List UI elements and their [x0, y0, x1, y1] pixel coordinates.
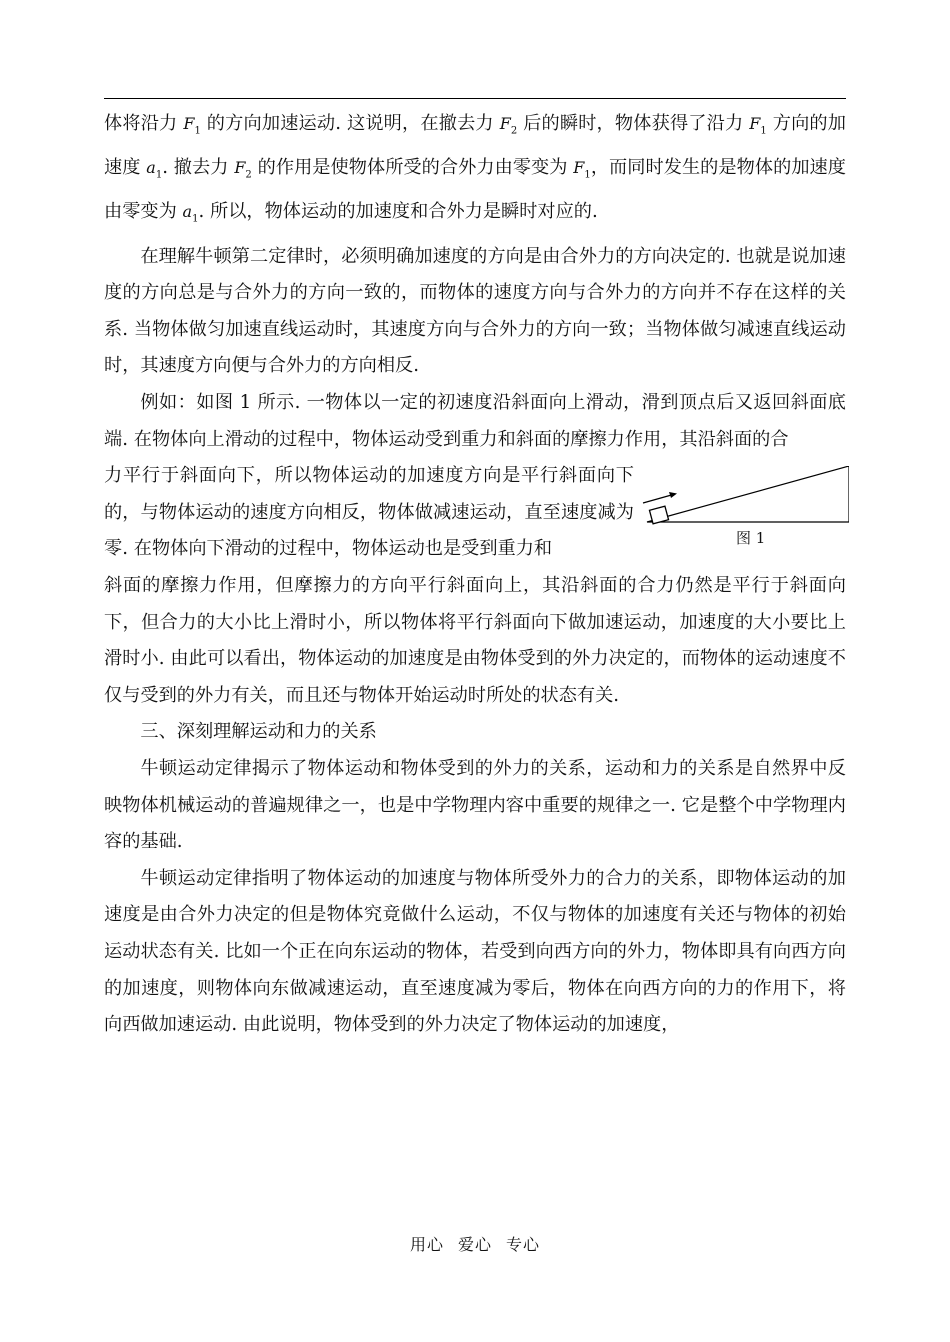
figure-wrap [104, 458, 846, 568]
paragraph-4: 牛顿运动定律揭示了物体运动和物体受到的外力的关系，运动和力的关系是自然界中反映物体机械运动的普遍规律之一，也是中学物理内容中重要的规律之一. 它是整个中学物理内容的基础. [104, 758, 846, 853]
paragraph-3-beside-figure: 力平行于斜面向下，所以物体运动的加速度方向是平行斜面向下的，与物体运动的速度方向相反，物体做减速运动，直至速度减为零. 在物体向下滑动的过程中，物体运动也是受到重力和 [104, 465, 634, 560]
incline-triangle [647, 466, 849, 522]
section-heading-3: 三、深刻理解运动和力的关系 [140, 721, 377, 743]
block-square [649, 506, 668, 524]
incline-figure [639, 466, 849, 576]
velocity-arrow-icon [643, 492, 677, 503]
paragraph-3-top: 例如：如图 1 所示. 一物体以一定的初速度沿斜面向上滑动，滑到顶点后又返回斜面底端. 在物体向上滑动的过程中，物体运动受到重力和斜面的摩擦力作用，其沿斜面的合 [104, 392, 846, 450]
paragraph-2: 在理解牛顿第二定律时，必须明确加速度的方向是由合外力的方向决定的. 也就是说加速度的方向总是与合外力的方向一致的，而物体的速度方向与合外力的方向并不存在这样的关系. 当物体做匀加速直线运动时，其速度方向与合外力的方向一致；当物体做匀减速直线运动时，其速度方向便与合外力的方向相反. [104, 245, 846, 377]
footer-item: 用心 [409, 1235, 444, 1254]
footer-item: 爱心 [457, 1235, 492, 1254]
header-rule [104, 98, 846, 99]
figure-caption: 图 1 [736, 529, 766, 548]
paragraph-3-bottom: 斜面的摩擦力作用，但摩擦力的方向平行斜面向上，其沿斜面的合力仍然是平行于斜面向下，但合力的大小比上滑时小，所以物体将平行斜面向下做加速运动，加速度的大小要比上滑时小. 由此可以看出，物体运动的加速度是由物体受到的外力决定的，而物体的运动速度不仅与受到的外力有关，而且还与物体开始运动时所处的状态有关. [104, 575, 846, 706]
paragraph-1: 体将沿力 $F_1$ 的方向加速运动. 这说明，在撤去力 $F_2$ 后的瞬时，物体获得了沿力 $F_1$ 方向的加速度 $a_1$. 撤去力 $F_2$ 的作用是使物体所受的合外力由零变为 $F_1$，而同时发生的是物体的加速度由零变为 $a_1$. 所以，物体运动的加速度和合外力是瞬时对应的. [104, 113, 846, 226]
footer-item: 专心 [506, 1235, 541, 1254]
paragraph-5: 牛顿运动定律指明了物体运动的加速度与物体所受外力的合力的关系，即物体运动的加速度是由合外力决定的但是物体究竟做什么运动，不仅与物体的加速度有关还与物体的初始运动状态有关. 比如一个正在向东运动的物体，若受到向西方向的外力，物体即具有向西方向的加速度，则物体向东做减速运动，直至速度减为零后，物体在向西方向的力的作用下，将向西做加速运动. 由此说明，物体受到的外力决定了物体运动的加速度， [104, 867, 846, 1036]
page-footer [0, 1232, 950, 1255]
page-content [104, 106, 846, 1044]
